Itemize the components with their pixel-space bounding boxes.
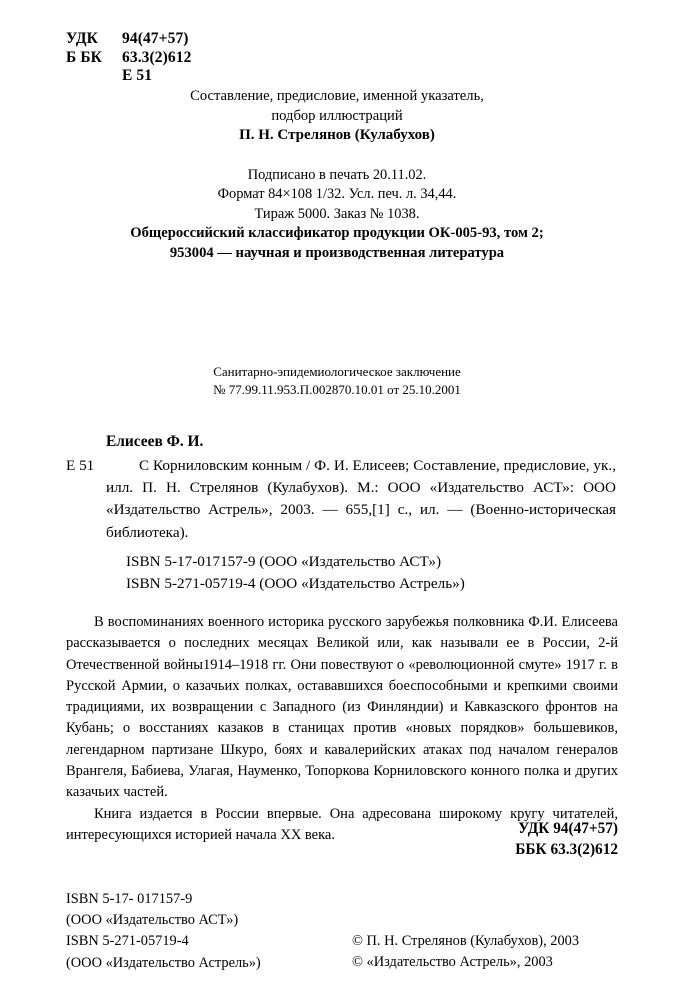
annotation-block (66, 612, 618, 846)
classification-codes-top (66, 30, 191, 86)
sanitary-number: № 77.99.11.953.П.002870.10.01 от 25.10.2001 (213, 381, 461, 397)
footer-copyright-block (352, 931, 579, 973)
udk-label: УДК (66, 30, 99, 47)
credits-block (0, 87, 674, 146)
bbk-bottom: ББК 63.3(2)612 (515, 840, 618, 858)
sanitary-title: Санитарно-эпидемиологическое заключение (213, 364, 461, 379)
imprint-format: Формат 84×108 1/32. Усл. печ. л. 34,44. (217, 186, 457, 203)
isbn-list (126, 551, 465, 594)
classification-codes-bottom (515, 819, 618, 860)
biblio-sigla: Е 51 (66, 457, 95, 474)
imprint-block (0, 166, 674, 263)
copyright-publisher: © «Издательство Астрель», 2003 (352, 954, 553, 971)
footer-publisher-2: (ООО «Издательство Астрель») (66, 954, 261, 971)
author-sign-value: Е 51 (122, 67, 153, 84)
credits-line-1: Составление, предисловие, именной указатель, (190, 88, 484, 104)
imprint-classifier-subline: 953004 — научная и производственная литература (169, 244, 505, 261)
udk-row (66, 30, 191, 49)
biblio-body (66, 455, 616, 544)
credits-compiler-name: П. Н. Стрелянов (Кулабухов) (239, 127, 435, 144)
author-sign-row (66, 67, 191, 86)
biblio-description: С Корниловским конным / Ф. И. Елисеев; Составление, предисловие, ук., илл. П. Н. Стрелянов (Кулабухов). М.: ООО «Издательство АСТ»: ООО «Издательство Астрель», 2003. — 655,[1] с., ил. — (Военно-историческая библиотека). (106, 457, 616, 541)
bbk-label: Б БК (66, 48, 103, 66)
imprint-classifier-line: Общероссийский классификатор продукции ОК-005-93, том 2; (130, 225, 544, 242)
bbk-value: 63.3(2)612 (122, 48, 192, 66)
footer-isbn-2: ISBN 5-271-05719-4 (66, 933, 189, 950)
isbn-astrel: ISBN 5-271-05719-4 (ООО «Издательство Астрель») (126, 574, 465, 592)
biblio-author-name: Елисеев Ф. И. (106, 433, 204, 450)
annotation-paragraph-1: В воспоминаниях военного историка русского зарубежья полковника Ф.И. Елисеева рассказывается о последних месяцах Великой или, как называли ее в России, 2-й Отечественной войны1914–1918 гг. Они повествуют о «революционной смуте» 1917 г. в Русской Армии, о казачьих полках, остававшихся боеспособными и крепкими своими традициями, их возвращении с Западного (из Финляндии) и Кавказского фронтов на Кубань; о восстаниях казаков в станицах против «новых порядков» большевиков, легендарном партизане Шкуро, боях и кавалерийских атаках под началом генералов Врангеля, Бабиева, Улагая, Науменко, Топоркова Корниловского конного полка и других казачьих частей. (66, 614, 618, 801)
credits-line-2: подбор иллюстраций (271, 107, 403, 124)
udk-bottom: УДК 94(47+57) (518, 820, 618, 837)
udk-value: 94(47+57) (122, 30, 189, 47)
author-sign-label (66, 67, 122, 86)
footer-isbn-1: ISBN 5-17- 017157-9 (66, 891, 193, 907)
footer-publisher-1: (ООО «Издательство АСТ») (66, 912, 239, 929)
bbk-row (66, 49, 191, 68)
annotation-paragraph-2: Книга издается в России впервые. Она адресована широкому кругу читателей, интересующихся историей начала XX века. (66, 805, 618, 843)
bibliographic-record (66, 432, 616, 544)
sanitary-certificate-block (0, 363, 674, 398)
isbn-ast: ISBN 5-17-017157-9 (ООО «Издательство АСТ») (126, 553, 442, 570)
imprint-print-run: Тираж 5000. Заказ № 1038. (254, 205, 420, 222)
imprint-signed-date: Подписано в печать 20.11.02. (247, 167, 427, 183)
copyright-compiler: © П. Н. Стрелянов (Кулабухов), 2003 (352, 933, 580, 949)
footer-isbn-block (66, 889, 261, 974)
